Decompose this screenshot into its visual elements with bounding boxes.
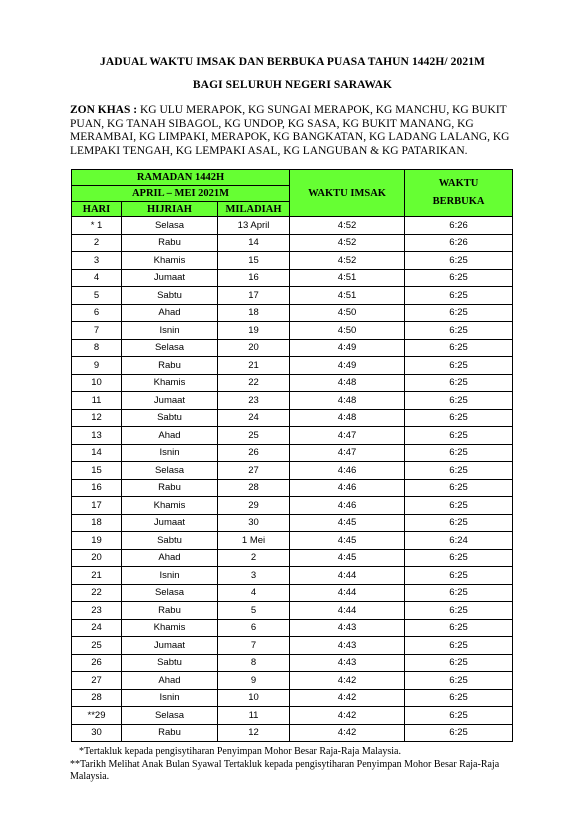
zone-label: ZON KHAS :: [70, 104, 138, 116]
table-row: [72, 252, 513, 270]
cell-date: 22: [218, 374, 290, 392]
cell-day-name: Isnin: [122, 689, 218, 707]
cell-berbuka: 6:25: [405, 409, 513, 427]
cell-berbuka: 6:25: [405, 427, 513, 445]
cell-day-number: 11: [72, 392, 122, 410]
cell-day-name: Khamis: [122, 252, 218, 270]
table-row: [72, 672, 513, 690]
table-row: [72, 322, 513, 340]
cell-date: 19: [218, 322, 290, 340]
cell-imsak: 4:49: [290, 339, 405, 357]
cell-berbuka: 6:25: [405, 252, 513, 270]
zone-description: [70, 104, 525, 158]
table-row: [72, 584, 513, 602]
table-row: [72, 724, 513, 742]
cell-imsak: 4:46: [290, 479, 405, 497]
table-row: [72, 374, 513, 392]
table-row: [72, 567, 513, 585]
cell-berbuka: 6:25: [405, 654, 513, 672]
cell-day-name: Rabu: [122, 602, 218, 620]
table-row: [72, 409, 513, 427]
cell-imsak: 4:42: [290, 689, 405, 707]
table-row: [72, 462, 513, 480]
table-row: [72, 269, 513, 287]
cell-date: 7: [218, 637, 290, 655]
cell-day-number: 19: [72, 532, 122, 550]
footnote-1: *Tertakluk kepada pengisytiharan Penyimpan Mohor Besar Raja-Raja Malaysia.: [79, 746, 401, 757]
cell-imsak: 4:50: [290, 322, 405, 340]
cell-day-number: 23: [72, 602, 122, 620]
cell-day-number: 25: [72, 637, 122, 655]
cell-imsak: 4:42: [290, 672, 405, 690]
cell-day-number: 2: [72, 234, 122, 252]
cell-date: 23: [218, 392, 290, 410]
cell-day-number: 21: [72, 567, 122, 585]
cell-day-number: 15: [72, 462, 122, 480]
cell-berbuka: 6:25: [405, 374, 513, 392]
cell-day-name: Rabu: [122, 357, 218, 375]
cell-day-number: 18: [72, 514, 122, 532]
cell-date: 24: [218, 409, 290, 427]
cell-date: 16: [218, 269, 290, 287]
schedule-body: [72, 217, 513, 742]
cell-berbuka: 6:25: [405, 602, 513, 620]
cell-imsak: 4:44: [290, 567, 405, 585]
cell-day-number: 4: [72, 269, 122, 287]
cell-day-name: Jumaat: [122, 637, 218, 655]
cell-date: 26: [218, 444, 290, 462]
cell-berbuka: 6:25: [405, 287, 513, 305]
table-row: [72, 217, 513, 235]
cell-imsak: 4:45: [290, 514, 405, 532]
cell-day-number: 7: [72, 322, 122, 340]
table-row: [72, 304, 513, 322]
cell-berbuka: 6:25: [405, 269, 513, 287]
table-row: [72, 549, 513, 567]
cell-day-number: 6: [72, 304, 122, 322]
cell-day-name: Rabu: [122, 479, 218, 497]
cell-date: 20: [218, 339, 290, 357]
cell-day-number: **29: [72, 707, 122, 725]
cell-berbuka: 6:25: [405, 619, 513, 637]
schedule-table: [71, 169, 513, 742]
cell-imsak: 4:52: [290, 252, 405, 270]
cell-day-name: Jumaat: [122, 269, 218, 287]
cell-date: 12: [218, 724, 290, 742]
cell-day-name: Selasa: [122, 584, 218, 602]
cell-imsak: 4:44: [290, 584, 405, 602]
cell-day-number: 9: [72, 357, 122, 375]
cell-date: 9: [218, 672, 290, 690]
cell-imsak: 4:48: [290, 409, 405, 427]
document-subtitle: BAGI SELURUH NEGERI SARAWAK: [192, 79, 393, 91]
cell-date: 14: [218, 234, 290, 252]
cell-day-number: 17: [72, 497, 122, 515]
cell-berbuka: 6:25: [405, 549, 513, 567]
zone-text: KG ULU MERAPOK, KG SUNGAI MERAPOK, KG MANCHU, KG BUKIT PUAN, KG TANAH SIBAGOL, KG UNDOP, KG SASA, KG BUKIT MANANG, KG MERAMBAI, KG LIMPAKI, MERAPOK, KG BANGKATAN, KG LADANG LALANG, KG LEMPAKI TENGAH, KG LEMPAKI ASAL, KG LANGUBAN & KG PATARIKAN.: [70, 104, 510, 157]
footnotes: [70, 746, 520, 784]
cell-imsak: 4:46: [290, 462, 405, 480]
cell-day-number: 16: [72, 479, 122, 497]
cell-imsak: 4:43: [290, 654, 405, 672]
cell-imsak: 4:52: [290, 217, 405, 235]
cell-day-number: 22: [72, 584, 122, 602]
cell-date: 8: [218, 654, 290, 672]
cell-day-number: 10: [72, 374, 122, 392]
header-miladiah: MILADIAH: [218, 202, 290, 217]
cell-berbuka: 6:25: [405, 497, 513, 515]
cell-berbuka: 6:25: [405, 444, 513, 462]
cell-imsak: 4:50: [290, 304, 405, 322]
header-berbuka-line2: BERBUKA: [432, 196, 485, 207]
cell-berbuka: 6:25: [405, 304, 513, 322]
cell-date: 28: [218, 479, 290, 497]
cell-date: 5: [218, 602, 290, 620]
table-row: [72, 287, 513, 305]
cell-imsak: 4:48: [290, 374, 405, 392]
header-berbuka: [405, 170, 513, 217]
table-row: [72, 357, 513, 375]
cell-berbuka: 6:25: [405, 357, 513, 375]
cell-day-number: 24: [72, 619, 122, 637]
cell-day-name: Selasa: [122, 339, 218, 357]
cell-imsak: 4:48: [290, 392, 405, 410]
cell-date: 3: [218, 567, 290, 585]
cell-berbuka: 6:25: [405, 322, 513, 340]
table-row: [72, 392, 513, 410]
cell-imsak: 4:52: [290, 234, 405, 252]
cell-day-name: Khamis: [122, 619, 218, 637]
table-row: [72, 427, 513, 445]
cell-day-name: Rabu: [122, 234, 218, 252]
table-row: [72, 532, 513, 550]
cell-day-number: * 1: [72, 217, 122, 235]
cell-imsak: 4:45: [290, 549, 405, 567]
cell-day-name: Ahad: [122, 304, 218, 322]
cell-date: 10: [218, 689, 290, 707]
table-row: [72, 619, 513, 637]
cell-date: 13 April: [218, 217, 290, 235]
cell-day-name: Selasa: [122, 707, 218, 725]
cell-date: 27: [218, 462, 290, 480]
cell-day-name: Jumaat: [122, 392, 218, 410]
cell-imsak: 4:47: [290, 427, 405, 445]
cell-day-name: Isnin: [122, 444, 218, 462]
table-row: [72, 514, 513, 532]
document-title: JADUAL WAKTU IMSAK DAN BERBUKA PUASA TAHUN 1442H/ 2021M: [99, 56, 486, 68]
cell-date: 15: [218, 252, 290, 270]
cell-berbuka: 6:26: [405, 234, 513, 252]
cell-date: 11: [218, 707, 290, 725]
table-row: [72, 444, 513, 462]
cell-day-name: Sabtu: [122, 654, 218, 672]
cell-day-name: Isnin: [122, 567, 218, 585]
header-ramadan: RAMADAN 1442H: [72, 170, 290, 186]
cell-date: 21: [218, 357, 290, 375]
cell-berbuka: 6:25: [405, 514, 513, 532]
table-row: [72, 497, 513, 515]
cell-berbuka: 6:25: [405, 724, 513, 742]
cell-day-number: 27: [72, 672, 122, 690]
cell-imsak: 4:51: [290, 287, 405, 305]
cell-date: 25: [218, 427, 290, 445]
cell-imsak: 4:45: [290, 532, 405, 550]
cell-day-name: Khamis: [122, 374, 218, 392]
cell-day-number: 30: [72, 724, 122, 742]
table-row: [72, 637, 513, 655]
cell-day-name: Sabtu: [122, 532, 218, 550]
cell-date: 30: [218, 514, 290, 532]
cell-date: 1 Mei: [218, 532, 290, 550]
cell-day-name: Selasa: [122, 462, 218, 480]
table-row: [72, 707, 513, 725]
cell-berbuka: 6:26: [405, 217, 513, 235]
cell-date: 29: [218, 497, 290, 515]
cell-day-number: 8: [72, 339, 122, 357]
header-hijriah: HIJRIAH: [122, 202, 218, 217]
cell-day-name: Jumaat: [122, 514, 218, 532]
cell-berbuka: 6:25: [405, 637, 513, 655]
cell-imsak: 4:49: [290, 357, 405, 375]
cell-day-number: 26: [72, 654, 122, 672]
cell-day-name: Khamis: [122, 497, 218, 515]
cell-berbuka: 6:25: [405, 479, 513, 497]
table-row: [72, 602, 513, 620]
cell-berbuka: 6:25: [405, 672, 513, 690]
table-row: [72, 339, 513, 357]
header-month: APRIL – MEI 2021M: [72, 186, 290, 202]
cell-day-number: 14: [72, 444, 122, 462]
cell-berbuka: 6:25: [405, 707, 513, 725]
cell-berbuka: 6:25: [405, 339, 513, 357]
cell-day-name: Rabu: [122, 724, 218, 742]
cell-berbuka: 6:25: [405, 689, 513, 707]
cell-imsak: 4:43: [290, 619, 405, 637]
cell-day-number: 13: [72, 427, 122, 445]
header-berbuka-line1: WAKTU: [438, 178, 479, 189]
cell-day-name: Sabtu: [122, 409, 218, 427]
cell-berbuka: 6:25: [405, 584, 513, 602]
header-hari: HARI: [72, 202, 122, 217]
cell-imsak: 4:42: [290, 707, 405, 725]
cell-berbuka: 6:25: [405, 567, 513, 585]
cell-day-name: Sabtu: [122, 287, 218, 305]
cell-date: 18: [218, 304, 290, 322]
cell-day-number: 12: [72, 409, 122, 427]
cell-imsak: 4:43: [290, 637, 405, 655]
table-row: [72, 689, 513, 707]
cell-imsak: 4:51: [290, 269, 405, 287]
cell-day-name: Ahad: [122, 427, 218, 445]
cell-imsak: 4:44: [290, 602, 405, 620]
cell-day-number: 5: [72, 287, 122, 305]
table-row: [72, 234, 513, 252]
cell-imsak: 4:42: [290, 724, 405, 742]
cell-date: 6: [218, 619, 290, 637]
header-imsak: WAKTU IMSAK: [290, 170, 405, 217]
cell-imsak: 4:46: [290, 497, 405, 515]
cell-day-name: Ahad: [122, 672, 218, 690]
table-row: [72, 654, 513, 672]
cell-date: 17: [218, 287, 290, 305]
cell-imsak: 4:47: [290, 444, 405, 462]
cell-day-name: Selasa: [122, 217, 218, 235]
cell-day-number: 28: [72, 689, 122, 707]
footnote-2: **Tarikh Melihat Anak Bulan Syawal Tertakluk kepada pengisytiharan Penyimpan Mohor Besar Raja-Raja Malaysia.: [70, 758, 500, 783]
cell-berbuka: 6:25: [405, 462, 513, 480]
cell-date: 2: [218, 549, 290, 567]
table-row: [72, 479, 513, 497]
cell-day-name: Isnin: [122, 322, 218, 340]
cell-day-name: Ahad: [122, 549, 218, 567]
cell-berbuka: 6:25: [405, 392, 513, 410]
cell-day-number: 3: [72, 252, 122, 270]
cell-day-number: 20: [72, 549, 122, 567]
cell-date: 4: [218, 584, 290, 602]
cell-berbuka: 6:24: [405, 532, 513, 550]
